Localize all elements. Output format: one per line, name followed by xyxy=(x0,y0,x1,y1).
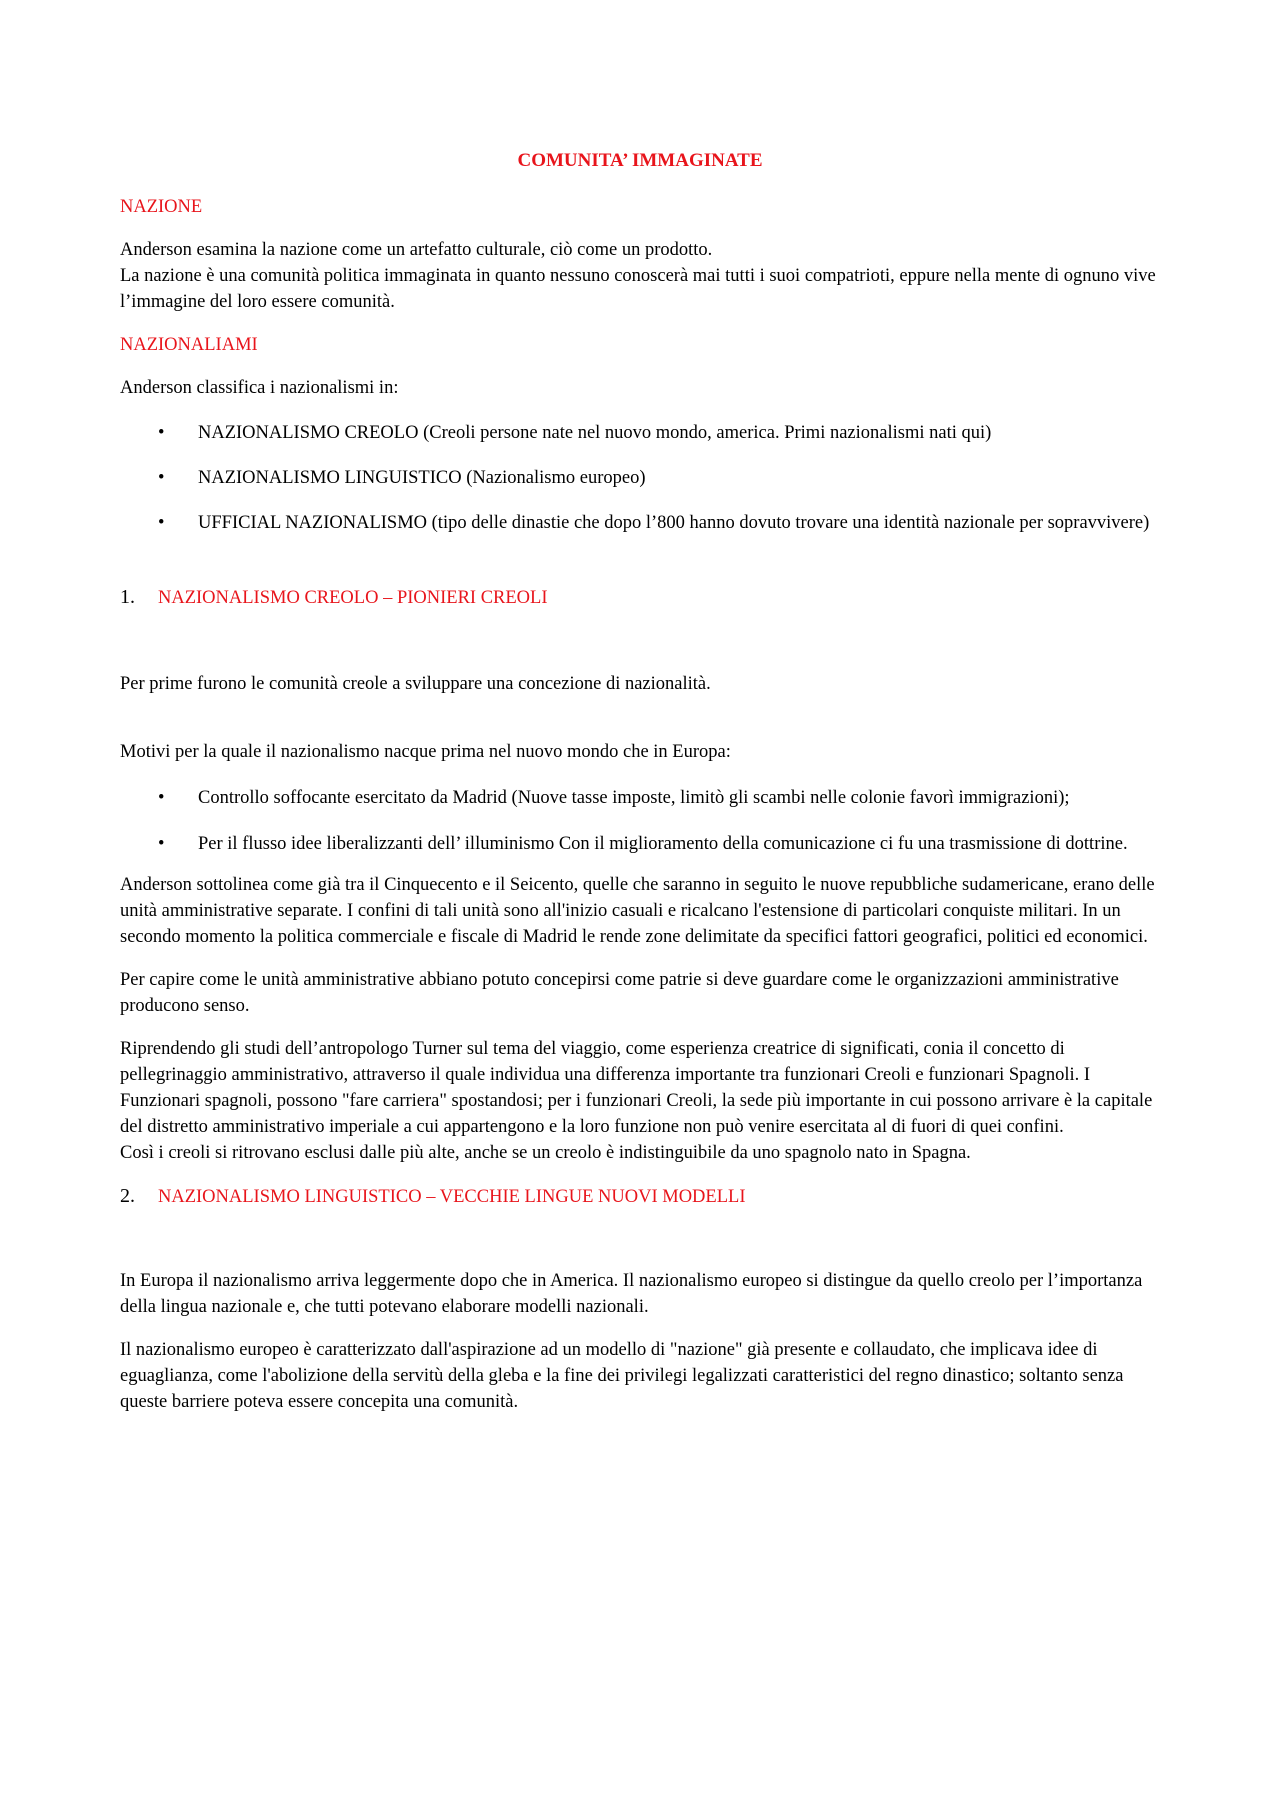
section-1-paragraph-5-text: Riprendendo gli studi dell’antropologo Turner sul tema del viaggio, come esperienza creatrice di significati, conia il concetto di pellegrinaggio amministrativo, attraverso il quale individua una differenza importante tra funzionari Creoli e funzionari Spagnoli. I Funzionari spagnoli, possono "fare carriera" spostandosi; per i funzionari Creoli, la sede più importante in cui possono arrivare è la capitale del distretto amministrativo imperiale a cui appartengono e la loro funzione non può venire esercitata al di fuori di quei confini. xyxy=(120,1039,1153,1137)
section-1-heading xyxy=(120,584,1160,611)
bullet-icon: • xyxy=(158,423,165,443)
section-2-number: 2. xyxy=(120,1185,135,1207)
heading-nazionalismi: NAZIONALIAMI xyxy=(120,335,258,355)
list-item xyxy=(120,510,1160,536)
bullet-icon: • xyxy=(158,468,165,488)
list-item-text: NAZIONALISMO LINGUISTICO (Nazionalismo europeo) xyxy=(198,468,646,488)
paragraph-classifica: Anderson classifica i nazionalismi in: xyxy=(120,378,399,398)
paragraph-nazione-line-1: Anderson esamina la nazione come un artefatto culturale, ciò come un prodotto. xyxy=(120,240,713,260)
section-1-paragraph-2: Motivi per la quale il nazionalismo nacque prima nel nuovo mondo che in Europa: xyxy=(120,742,731,762)
section-2-heading xyxy=(120,1183,1160,1210)
list-item-text: Per il flusso idee liberalizzanti dell’ illuminismo Con il miglioramento della comunicazione ci fu una trasmissione di dottrine. xyxy=(198,834,1128,854)
bullet-icon: • xyxy=(158,513,165,533)
list-item-text: UFFICIAL NAZIONALISMO (tipo delle dinastie che dopo l’800 hanno dovuto trovare una identità nazionale per sopravvivere) xyxy=(198,513,1150,533)
classifica-list xyxy=(120,420,1160,536)
section-1-number: 1. xyxy=(120,586,135,608)
section-2-paragraph-2: Il nazionalismo europeo è caratterizzato dall'aspirazione ad un modello di "nazione" già presente e collaudato, che implicava idee di eguaglianza, come l'abolizione della servitù della gleba e la fine dei privilegi legalizzati caratteristici del regno dinastico; soltanto senza queste barriere poteva essere concepita una comunità. xyxy=(120,1340,1124,1412)
section-1-paragraph-4: Per capire come le unità amministrative abbiano potuto concepirsi come patrie si deve guardare come le organizzazioni amministrative producono senso. xyxy=(120,970,1119,1016)
list-item xyxy=(120,420,1160,446)
list-item-text: Controllo soffocante esercitato da Madrid (Nuove tasse imposte, limitò gli scambi nelle colonie favorì immigrazioni); xyxy=(198,788,1070,808)
list-item xyxy=(120,465,1160,491)
paragraph-nazione-line-2: La nazione è una comunità politica immaginata in quanto nessuno conoscerà mai tutti i suoi compatrioti, eppure nella mente di ognuno vive l’immagine del loro essere comunità. xyxy=(120,266,1156,312)
motivi-list xyxy=(120,785,1160,857)
paragraph-nazione xyxy=(120,237,1160,315)
section-2-title: NAZIONALISMO LINGUISTICO – VECCHIE LINGUE NUOVI MODELLI xyxy=(158,1187,746,1207)
list-item xyxy=(120,785,1160,811)
list-item xyxy=(120,831,1160,857)
section-1-paragraph-6-text: Così i creoli si ritrovano esclusi dalle più alte, anche se un creolo è indistinguibile da uno spagnolo nato in Spagna. xyxy=(120,1143,971,1163)
section-1-paragraph-1: Per prime furono le comunità creole a sviluppare una concezione di nazionalità. xyxy=(120,674,711,694)
section-1-paragraph-5 xyxy=(120,1036,1160,1166)
document-title: COMUNITA’ IMMAGINATE xyxy=(517,150,763,171)
section-1-title: NAZIONALISMO CREOLO – PIONIERI CREOLI xyxy=(158,588,548,608)
list-item-text: NAZIONALISMO CREOLO (Creoli persone nate nel nuovo mondo, america. Primi nazionalismi nati qui) xyxy=(198,423,992,443)
bullet-icon: • xyxy=(158,834,165,854)
document-page xyxy=(120,148,1160,1432)
section-2-paragraph-1: In Europa il nazionalismo arriva leggermente dopo che in America. Il nazionalismo europeo si distingue da quello creolo per l’importanza della lingua nazionale e, che tutti potevano elaborare modelli nazionali. xyxy=(120,1271,1143,1317)
section-1-paragraph-3: Anderson sottolinea come già tra il Cinquecento e il Seicento, quelle che saranno in seguito le nuove repubbliche sudamericane, erano delle unità amministrative separate. I confini di tali unità sono all'inizio casuali e ricalcano l'estensione di particolari conquiste militari. In un secondo momento la politica commerciale e fiscale di Madrid le rende zone delimitate da specifici fattori geografici, politici ed economici. xyxy=(120,875,1155,947)
heading-nazione: NAZIONE xyxy=(120,197,203,217)
bullet-icon: • xyxy=(158,788,165,808)
